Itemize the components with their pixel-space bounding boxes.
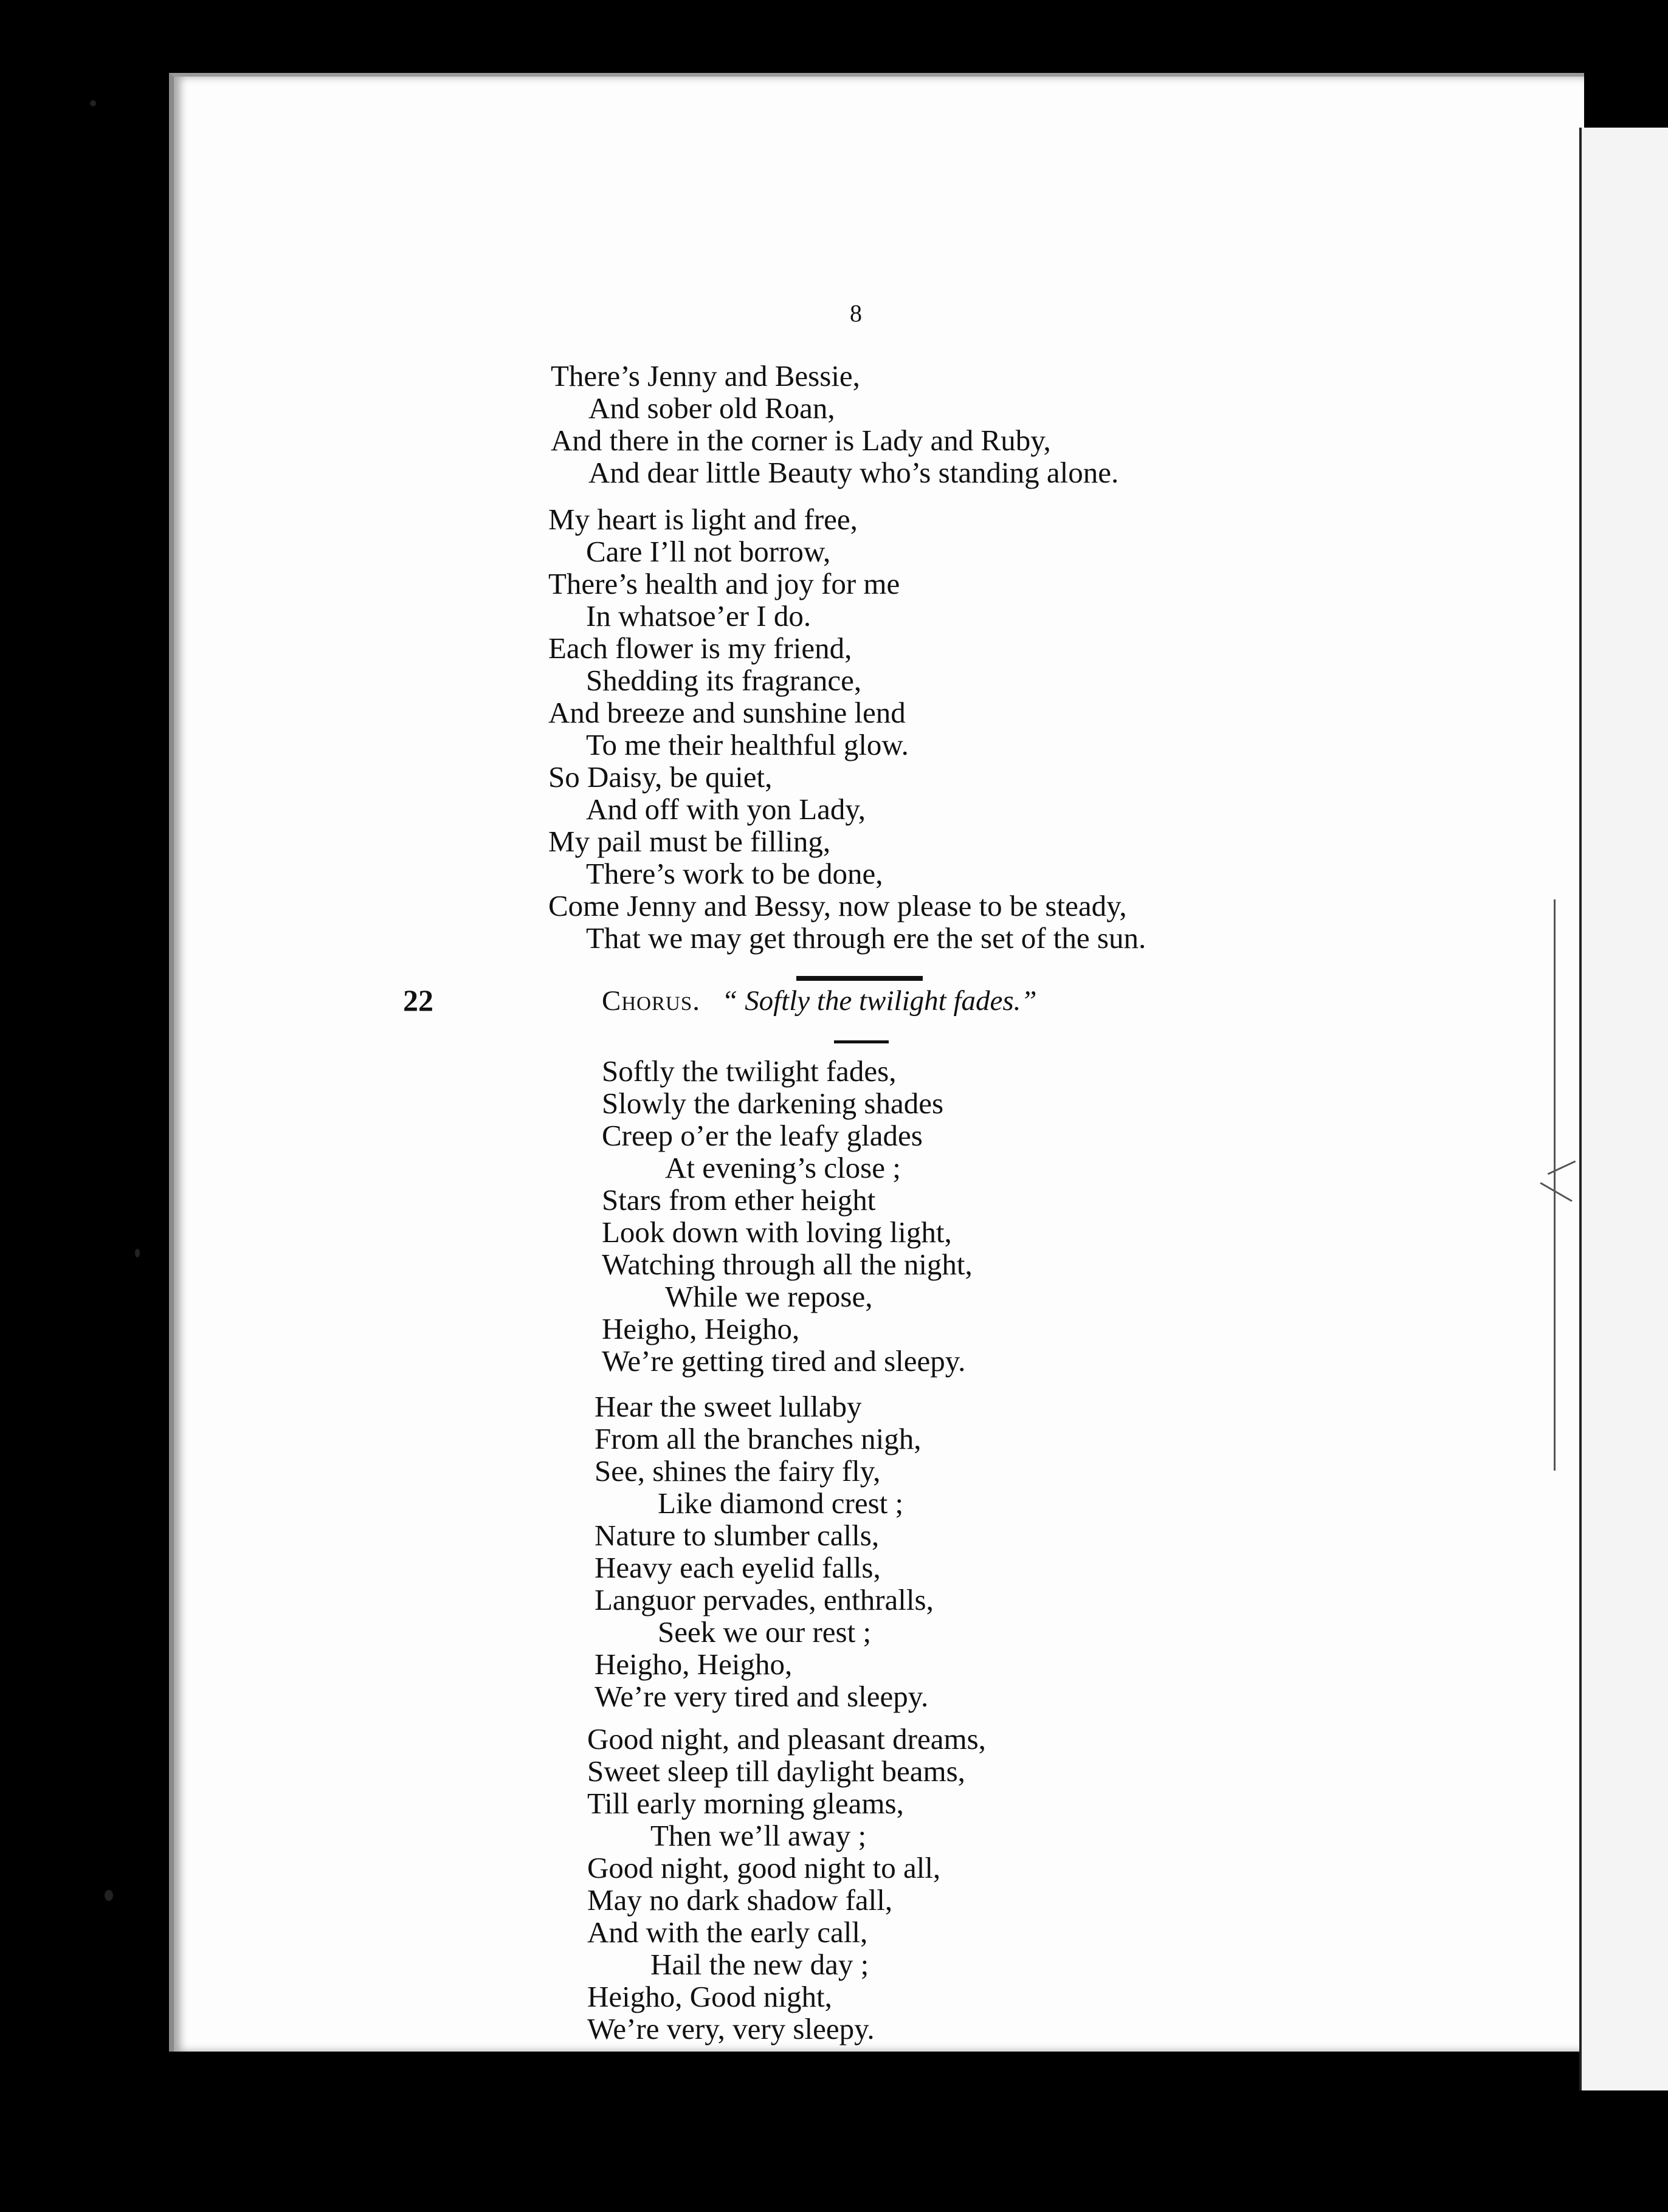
- binding-thread: [1554, 899, 1556, 1471]
- verse-line: My heart is light and free,: [548, 503, 858, 536]
- chorus-title: “ Softly the twilight fades.”: [722, 985, 1037, 1017]
- verse-line: Come Jenny and Bessy, now please to be steady,: [548, 889, 1127, 922]
- ink-speck: [135, 1249, 140, 1257]
- verse-line: Heigho, Heigho,: [594, 1647, 793, 1681]
- verse-stanza: [548, 503, 1146, 954]
- verse-line: While we repose,: [665, 1280, 873, 1313]
- verse-line: So Daisy, be quiet,: [548, 760, 773, 794]
- verse-line: Nature to slumber calls,: [594, 1519, 880, 1552]
- verse-line: And off with yon Lady,: [586, 792, 866, 826]
- verse-line: Till early morning gleams,: [587, 1787, 904, 1820]
- verse-line: Look down with loving light,: [602, 1215, 952, 1249]
- verse-stanza: [587, 1723, 986, 2045]
- verse-line: We’re getting tired and sleepy.: [602, 1344, 966, 1378]
- chorus-label: Chorus.: [602, 985, 700, 1017]
- verse-line: There’s work to be done,: [586, 857, 883, 890]
- verse-line: And breeze and sunshine lend: [548, 696, 906, 729]
- chorus-heading: [602, 984, 1037, 1017]
- ink-speck: [90, 100, 96, 106]
- verse-line: Good night, and pleasant dreams,: [587, 1722, 986, 1756]
- page-number: 8: [850, 300, 862, 327]
- verse-line: See, shines the fairy fly,: [594, 1454, 881, 1488]
- verse-line: Sweet sleep till daylight beams,: [587, 1754, 965, 1788]
- verse-line: And with the early call,: [587, 1915, 868, 1949]
- verse-line: Watching through all the night,: [602, 1248, 973, 1281]
- chorus-divider: [834, 1040, 889, 1043]
- verse-line: Heavy each eyelid falls,: [594, 1551, 881, 1584]
- verse-stanza: [551, 360, 1118, 489]
- verse-line: From all the branches nigh,: [594, 1422, 922, 1455]
- verse-line: Then we’ll away ;: [650, 1819, 867, 1852]
- verse-line: My pail must be filling,: [548, 825, 831, 858]
- verse-line: Like diamond crest ;: [658, 1486, 904, 1520]
- verse-line: And dear little Beauty who’s standing alone.: [588, 456, 1119, 489]
- ink-speck: [105, 1890, 113, 1901]
- verse-stanza: [602, 1055, 973, 1377]
- margin-number: 22: [403, 983, 433, 1017]
- verse-line: In whatsoe’er I do.: [586, 599, 812, 633]
- verse-line: Each flower is my friend,: [548, 631, 852, 665]
- verse-line: Care I’ll not borrow,: [586, 535, 831, 568]
- verse-line: Heigho, Heigho,: [602, 1312, 800, 1345]
- verse-stanza: [594, 1390, 934, 1712]
- verse-line: Shedding its fragrance,: [586, 664, 862, 697]
- verse-line: We’re very, very sleepy.: [587, 2012, 875, 2045]
- verse-line: We’re very tired and sleepy.: [594, 1680, 929, 1713]
- verse-line: There’s Jenny and Bessie,: [551, 359, 860, 393]
- verse-line: Softly the twilight fades,: [602, 1054, 897, 1088]
- verse-line: That we may get through ere the set of the sun.: [586, 921, 1146, 955]
- verse-line: To me their healthful glow.: [586, 728, 909, 761]
- verse-line: Creep o’er the leafy glades: [602, 1119, 923, 1152]
- section-divider: [796, 976, 923, 981]
- verse-line: May no dark shadow fall,: [587, 1883, 893, 1917]
- verse-line: And sober old Roan,: [588, 391, 835, 425]
- verse-line: Languor pervades, enthralls,: [594, 1583, 934, 1616]
- verse-line: Stars from ether height: [602, 1183, 876, 1217]
- verse-line: Good night, good night to all,: [587, 1851, 941, 1884]
- verse-line: Hear the sweet lullaby: [594, 1390, 862, 1423]
- facing-page-edge: [1579, 128, 1668, 2090]
- verse-line: At evening’s close ;: [665, 1151, 901, 1184]
- verse-line: Seek we our rest ;: [658, 1615, 872, 1649]
- verse-line: Heigho, Good night,: [587, 1980, 832, 2013]
- verse-line: Slowly the darkening shades: [602, 1087, 944, 1120]
- verse-line: There’s health and joy for me: [548, 567, 900, 600]
- verse-line: Hail the new day ;: [650, 1948, 869, 1981]
- verse-line: And there in the corner is Lady and Ruby,: [551, 424, 1051, 457]
